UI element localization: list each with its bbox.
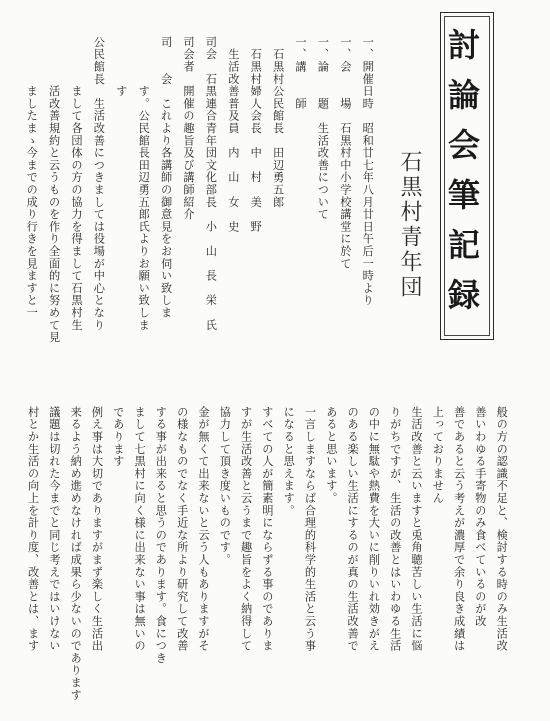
upper-text-column: 活改善規約と云うものを作り全面的に努めて見 xyxy=(47,36,61,344)
upper-text-column: す xyxy=(114,36,128,98)
lower-text-column: であります xyxy=(111,406,125,468)
lower-text-column: 上っておりません xyxy=(431,406,445,505)
lower-text-column: 来るよう納め進めなければ成果ら少ないのであります xyxy=(69,406,83,702)
lower-text-column: 例え事は大切でありますがまず楽しく生活出 xyxy=(90,406,104,652)
lower-text-column: の中に無駄や熱費を大いに削りいれ効きがえ xyxy=(367,406,381,652)
upper-text-column: まして各団体の方の協力を得まして石黒村生 xyxy=(70,36,83,332)
upper-text-column: ましたまゝ今までの成り行きを見ますと一 xyxy=(25,36,39,319)
lower-text-column: 生活改善と云いますと兎角聴苦しい生活に悩 xyxy=(410,406,423,652)
organization-name: 石黒村青年団 xyxy=(397,150,422,300)
lower-text-column: になると思えます。 xyxy=(282,406,296,517)
upper-text-column: 一、会 場 石黒村中小学校講堂に於て xyxy=(338,36,352,270)
lower-text-column: 協力して頂き度いものです。 xyxy=(218,406,232,566)
lower-text-column: する事が出来ると思うのであります。食につき xyxy=(154,406,168,665)
lower-text-column: 金が無くて出来ないと云う人もありますがそ xyxy=(197,406,210,652)
upper-text-column: 生活改善普及員 内 山 女 史 xyxy=(226,36,240,233)
upper-text-column: す。公民館長田辺勇五郎氏よりお願い致しま xyxy=(137,36,151,332)
lower-text-column: 議題は切れた今までと同じ考えではいけない xyxy=(47,406,61,652)
lower-text-column: のある楽しい生活にするのが真の生活改善で xyxy=(346,406,360,652)
upper-text-column: 一、論 題 生活改善について xyxy=(316,36,330,221)
lower-text-column: りがちですが、生活の改善とはいわゆる生活 xyxy=(388,406,402,652)
lower-text-column: の様なものでなく手近な所より研究して改善 xyxy=(175,406,189,652)
document-title: 討論会筆記録 xyxy=(443,28,481,328)
lower-text-column: 善いわゆる手寄物のみ食べているのが改 xyxy=(473,406,487,628)
lower-text-column: 善であると云う考えが濃厚で余り良き成績は xyxy=(452,406,466,652)
upper-text-column: 公民館長 生活改善につきましては役場が中心となり xyxy=(92,36,106,332)
upper-text-column: 石黒村婦人会長 中 村 美 野 xyxy=(249,36,263,233)
upper-text-column: 石黒村公民館長 田辺勇五郎 xyxy=(271,36,285,209)
lower-text-column: あると思います。 xyxy=(324,406,338,505)
lower-text-column: まして七黒村に向く様に出来ない事は無いの xyxy=(133,406,147,652)
lower-text-column: すが生活改善と云うまで趣旨をよく納得して xyxy=(239,406,253,652)
lower-text-column: 一言しますならば合理的科学的生活と云う事 xyxy=(303,406,317,652)
lower-text-column: 村とか生活の向上を計り度、改善とは、ます xyxy=(26,406,40,652)
upper-text-column: 司 会 これより各講師の御意見をお伺い致しま xyxy=(159,36,173,319)
section-divider xyxy=(18,384,518,385)
upper-text-column: 一、講 師 xyxy=(294,36,307,110)
lower-text-column: 般の方の認識不足と、検討する時のみ生活改 xyxy=(495,406,509,652)
upper-text-column: 司会 石黒連合青年団文化部長 小 山 長 栄 氏 xyxy=(204,36,218,332)
upper-text-column: 一、開催日時 昭和廿七年八月廿日午后一時より xyxy=(361,36,375,307)
lower-text-column: すべての人が簡素明にならずる事のでありま xyxy=(260,406,274,652)
upper-text-column: 司会者 開催の趣旨及び講師紹介 xyxy=(182,36,195,221)
